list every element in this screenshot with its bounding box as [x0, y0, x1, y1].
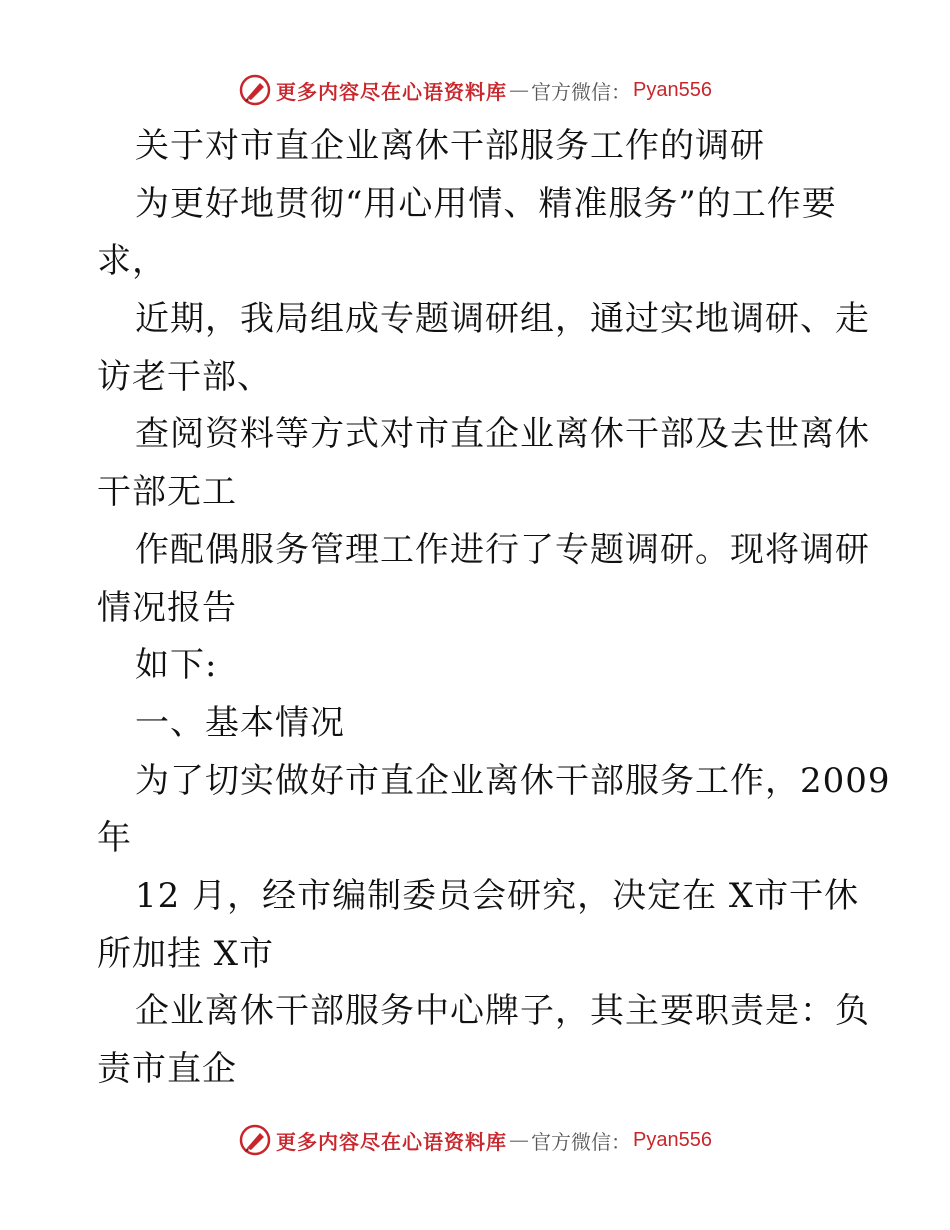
text-line: 干部无工 [97, 472, 237, 513]
banner-wechat-label: 官方微信： [531, 79, 632, 104]
text-line: 企业离休干部服务中心牌子，其主要职责是：负 [135, 991, 870, 1032]
text-line: 所加挂 X市 [97, 933, 275, 974]
pen-logo-icon [238, 73, 272, 107]
text-line: 为了切实做好市直企业离休干部服务工作，2009 [135, 760, 891, 801]
text-line: 作配偶服务管理工作进行了专题调研。现将调研 [135, 529, 870, 570]
text-line: 近期，我局组成专题调研组，通过实地调研、走 [135, 299, 870, 340]
banner-brand: 更多内容尽在心语资料库 [276, 1129, 508, 1154]
banner-wechat-label: 官方微信： [531, 1129, 632, 1154]
section-heading: 一、基本情况 [135, 702, 345, 743]
text-line: 责市直企 [97, 1049, 237, 1089]
text-line: 如下: [135, 645, 218, 686]
banner-separator: — [509, 1128, 530, 1152]
banner-wechat-id: Pyan556 [633, 1128, 712, 1151]
text-line: 求， [97, 241, 167, 282]
text-line: 年 [97, 818, 132, 859]
text-line: 查阅资料等方式对市直企业离休干部及去世离休 [135, 414, 870, 455]
document-body [0, 118, 950, 1099]
footer-banner [0, 1118, 950, 1162]
banner-wechat-id: Pyan556 [633, 78, 712, 101]
banner-brand: 更多内容尽在心语资料库 [276, 79, 508, 104]
text-line: 12 月，经市编制委员会研究，决定在 X市干休 [135, 875, 860, 916]
document-title: 关于对市直企业离休干部服务工作的调研 [135, 126, 765, 166]
text-line: 为更好地贯彻“用心用情、精准服务”的工作要 [135, 183, 837, 224]
text-line: 访老干部、 [97, 356, 272, 397]
pen-logo-icon [238, 1123, 272, 1157]
banner-separator: — [509, 78, 530, 102]
header-banner [0, 68, 950, 112]
text-line: 情况报告 [97, 587, 237, 628]
